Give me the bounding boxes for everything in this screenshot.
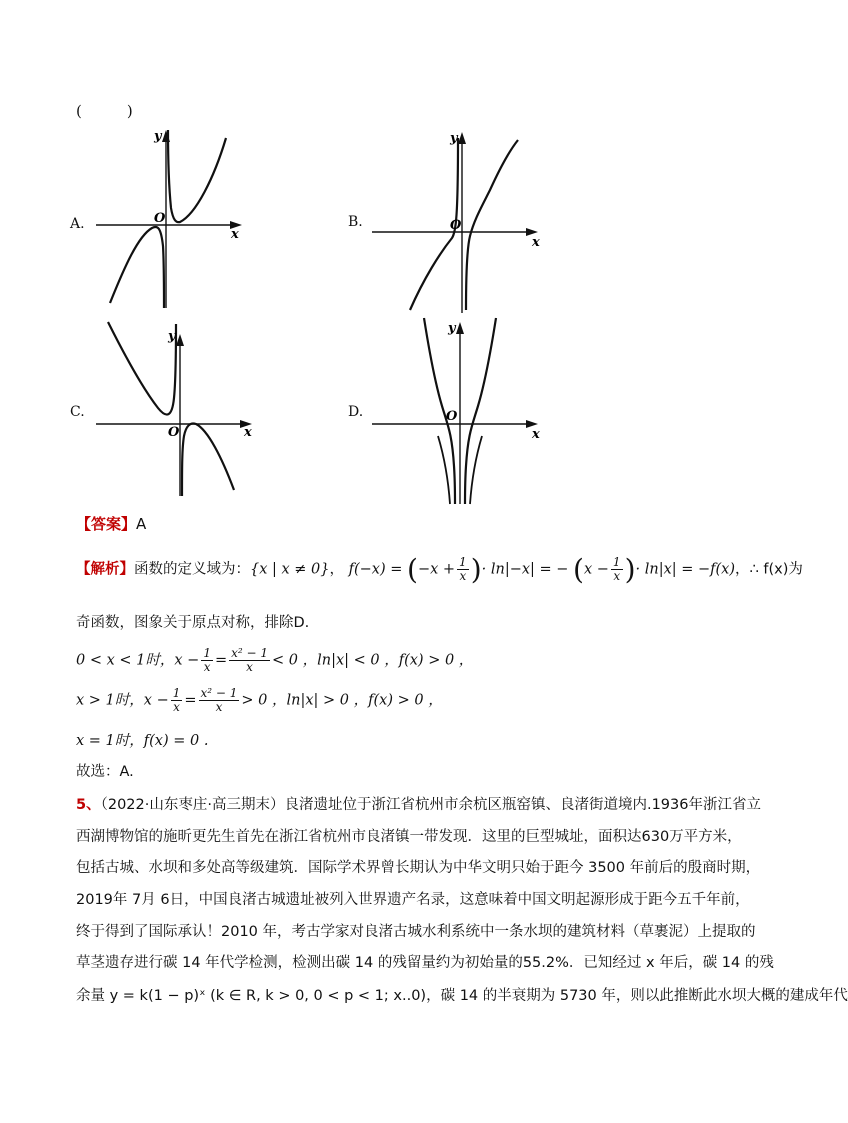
x-axis-label: x <box>231 227 239 242</box>
q5-line-4: 2019年 7月 6日，中国良渚古城遗址被列入世界遗产名录，这意味着中国文明起源形成于距今五千年前， <box>76 892 750 908</box>
origin-label: O <box>446 409 458 424</box>
x-axis-label: x <box>532 235 540 250</box>
fraction-1-over-x: $\frac{1}{x}$ <box>459 555 467 583</box>
equals: = <box>184 692 197 709</box>
case2-frac-b: $\frac{\text{x² − 1}}{x}$ <box>200 686 238 714</box>
analysis-lead: 函数的定义域为： <box>134 561 250 578</box>
fraction-1-over-x-2: $\frac{1}{x}$ <box>612 555 621 583</box>
origin-label: O <box>168 425 180 440</box>
therefore: ，∴ f(x)为 <box>735 561 803 578</box>
answer-line <box>76 513 146 534</box>
graph-option-c <box>96 318 261 498</box>
case-1-line <box>76 647 473 674</box>
q5-line-5: 终于得到了国际承认！2010 年，考古学家对良渚古城水利系统中一条水坝的建筑材料（草裹泥）上提取的 <box>76 924 756 940</box>
option-a-label: A. <box>70 216 85 232</box>
case2-condition: x > 1时， <box>76 692 144 709</box>
analysis-line-2: 奇函数，图象关于原点对称，排除D. <box>76 615 310 631</box>
term2: x − <box>583 561 609 578</box>
case-2-line <box>76 687 443 714</box>
equals: = <box>214 652 228 669</box>
analysis-line-1: 【解析】函数的定义域为：{x | x ≠ 0}， f(−x) = (−x + $\frac{1}{x}$ )· ln|−x| = − (x − $\frac{1}{x}$ )· ln|x| = −f(x)，∴ f(x)为 <box>76 553 803 586</box>
f-neg-x: f(−x) = <box>348 561 403 578</box>
term1: −x + <box>417 561 456 578</box>
q5-line-3: 包括古城、水坝和多处高等级建筑．国际学术界曾长期认为中华文明只始于距今 3500 年前后的殷商时期， <box>76 860 761 876</box>
origin-label: O <box>450 218 462 233</box>
q5-line-7: 余量 y = k(1 − p)ˣ (k ∈ R, k > 0, 0 < p < 1; x..0)，碳 14 的半衰期为 5730 年，则以此推断此水坝大概的建成年代 <box>76 988 848 1004</box>
ln-abs-neg: · ln|−x| = − <box>481 561 569 578</box>
origin-label: O <box>154 211 166 226</box>
case2-tail: > 0 ，ln|x| > 0 ，f(x) > 0 ， <box>241 692 443 709</box>
q5-line-2: 西湖博物馆的施昕更先生首先在浙江省杭州市良渚镇一带发现．这里的巨型城址，面积达630万平方米， <box>76 829 742 845</box>
q5-line-1 <box>76 793 761 814</box>
case2-expr: x − <box>143 692 169 709</box>
case1-tail: < 0 ，ln|x| < 0 ，f(x) > 0 ， <box>272 652 474 669</box>
q5-text-1: （2022·山东枣庄·高三期末）良渚遗址位于浙江省杭州市余杭区瓶窑镇、良渚街道境内.1936年浙江省立 <box>100 797 761 813</box>
y-axis-label: y <box>168 329 176 344</box>
y-axis-label: y <box>450 131 458 146</box>
q5-number: 5、 <box>76 797 101 813</box>
separator: ， <box>329 561 345 578</box>
case1-condition: 0 < x < 1时， <box>76 652 175 669</box>
q5-line-6: 草茎遗存进行碳 14 年代学检测，检测出碳 14 的残留量约为初始量的55.2%．已知经过 x 年后，碳 14 的残 <box>76 955 774 971</box>
option-c-label: C. <box>70 404 85 420</box>
x-axis-label: x <box>532 427 540 442</box>
case2-frac-a: $\frac{1}{x}$ <box>172 686 181 714</box>
case1-expr: x − <box>174 652 200 669</box>
x-axis-label: x <box>244 425 252 440</box>
answer-blank-paren: ( ) <box>76 102 133 120</box>
graph-option-d <box>372 316 552 504</box>
case1-frac-b: $\frac{\text{x² − 1}}{x}$ <box>231 646 269 674</box>
analysis-tag: 【解析】 <box>76 561 134 578</box>
option-d-label: D. <box>348 404 364 420</box>
answer-value: A <box>136 515 147 533</box>
domain-expr: {x | x ≠ 0} <box>250 561 330 578</box>
y-axis-label: y <box>154 129 162 144</box>
conclusion: 故选：A. <box>76 764 134 780</box>
option-b-label: B. <box>348 214 363 230</box>
ln-abs: · ln|x| = −f(x) <box>635 561 736 578</box>
graph-option-b <box>372 128 552 313</box>
case-3-line: x = 1时，f(x) = 0 . <box>76 733 209 749</box>
case1-frac-a: $\frac{1}{x}$ <box>203 646 211 674</box>
answer-tag: 【答案】 <box>76 515 137 533</box>
y-axis-label: y <box>448 321 456 336</box>
graph-option-a <box>96 128 256 308</box>
